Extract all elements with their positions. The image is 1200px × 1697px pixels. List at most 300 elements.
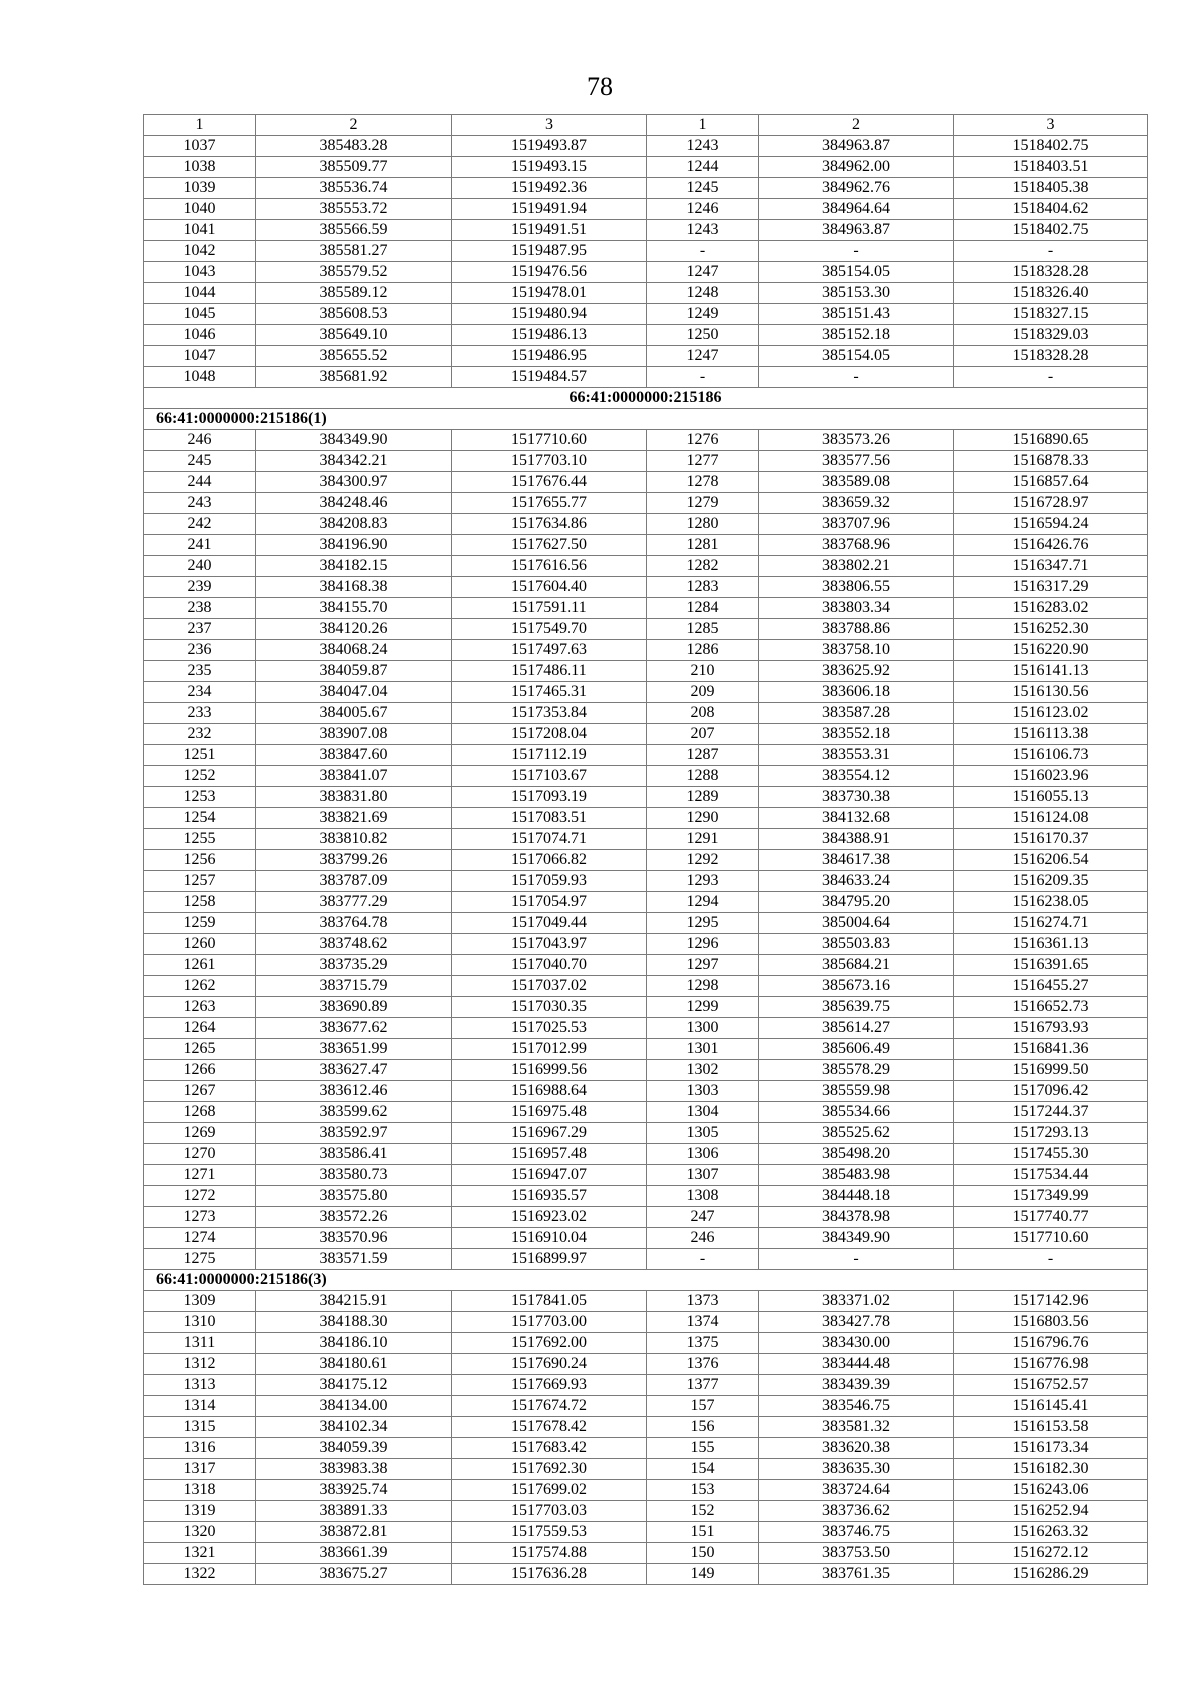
table-row <box>144 535 1148 556</box>
table-cell: 1043 <box>144 262 256 283</box>
section-title-row <box>144 409 1148 430</box>
table-cell: 1517692.00 <box>452 1333 647 1354</box>
table-cell: 1375 <box>647 1333 759 1354</box>
table-cell: 1301 <box>647 1039 759 1060</box>
table-cell: 1516999.56 <box>452 1060 647 1081</box>
table-cell: 1247 <box>647 346 759 367</box>
table-cell: 1516145.41 <box>954 1396 1148 1417</box>
table-cell: 1046 <box>144 325 256 346</box>
table-cell: 1298 <box>647 976 759 997</box>
table-cell: 385639.75 <box>759 997 954 1018</box>
table-cell: 383806.55 <box>759 577 954 598</box>
table-cell: 1517293.13 <box>954 1123 1148 1144</box>
table-cell: 383777.29 <box>256 892 452 913</box>
table-cell: 383587.28 <box>759 703 954 724</box>
table-cell: 1516317.29 <box>954 577 1148 598</box>
table-cell: 383891.33 <box>256 1501 452 1522</box>
table-cell: 1517497.63 <box>452 640 647 661</box>
table-cell: 1293 <box>647 871 759 892</box>
table-row <box>144 1249 1148 1270</box>
table-cell: 383730.38 <box>759 787 954 808</box>
table-cell: 149 <box>647 1564 759 1585</box>
table-cell: 1516841.36 <box>954 1039 1148 1060</box>
table-cell: 1251 <box>144 745 256 766</box>
table-cell: 1250 <box>647 325 759 346</box>
table-cell: 1519486.95 <box>452 346 647 367</box>
table-row <box>144 661 1148 682</box>
table-cell: 385655.52 <box>256 346 452 367</box>
table-cell: 1517841.05 <box>452 1291 647 1312</box>
table-row <box>144 850 1148 871</box>
table-cell: 1243 <box>647 136 759 157</box>
table-cell: 1517349.99 <box>954 1186 1148 1207</box>
table-cell: 1516988.64 <box>452 1081 647 1102</box>
table-row <box>144 283 1148 304</box>
table-cell: 383439.39 <box>759 1375 954 1396</box>
table-cell: 1263 <box>144 997 256 1018</box>
table-row <box>144 1375 1148 1396</box>
table-cell: 1318 <box>144 1480 256 1501</box>
table-cell: 384182.15 <box>256 556 452 577</box>
table-cell: 383872.81 <box>256 1522 452 1543</box>
table-cell: 1037 <box>144 136 256 157</box>
table-cell: - <box>954 1249 1148 1270</box>
table-row <box>144 577 1148 598</box>
table-cell: 385509.77 <box>256 157 452 178</box>
table-row <box>144 1144 1148 1165</box>
table-cell: 1516899.97 <box>452 1249 647 1270</box>
table-row <box>144 745 1148 766</box>
table-cell: 385553.72 <box>256 199 452 220</box>
table-row <box>144 619 1148 640</box>
table-cell: 1308 <box>647 1186 759 1207</box>
table-cell: 383444.48 <box>759 1354 954 1375</box>
table-cell: 1517012.99 <box>452 1039 647 1060</box>
table-cell: 1317 <box>144 1459 256 1480</box>
table-row <box>144 430 1148 451</box>
table-row <box>144 1417 1148 1438</box>
table-row <box>144 640 1148 661</box>
table-cell: 384349.90 <box>759 1228 954 1249</box>
table-cell: 1516272.12 <box>954 1543 1148 1564</box>
table-cell: 1516141.13 <box>954 661 1148 682</box>
table-cell: 1274 <box>144 1228 256 1249</box>
table-cell: 1255 <box>144 829 256 850</box>
table-cell: 383572.26 <box>256 1207 452 1228</box>
table-cell: 383627.47 <box>256 1060 452 1081</box>
table-cell: 233 <box>144 703 256 724</box>
table-cell: 1292 <box>647 850 759 871</box>
table-cell: 384962.76 <box>759 178 954 199</box>
table-cell: 1516361.13 <box>954 934 1148 955</box>
table-row <box>144 682 1148 703</box>
table-cell: 240 <box>144 556 256 577</box>
table-cell: 209 <box>647 682 759 703</box>
table-cell: 1517710.60 <box>954 1228 1148 1249</box>
table-row <box>144 367 1148 388</box>
table-cell: 385525.62 <box>759 1123 954 1144</box>
table-row <box>144 1228 1148 1249</box>
table-cell: 1314 <box>144 1396 256 1417</box>
table-cell: 156 <box>647 1417 759 1438</box>
table-cell: 1517636.28 <box>452 1564 647 1585</box>
table-cell: - <box>647 241 759 262</box>
table-row <box>144 472 1148 493</box>
table-cell: 1517703.03 <box>452 1501 647 1522</box>
table-cell: 247 <box>647 1207 759 1228</box>
table-cell: 238 <box>144 598 256 619</box>
table-cell: 383831.80 <box>256 787 452 808</box>
table-cell: 384059.39 <box>256 1438 452 1459</box>
coordinates-table <box>143 114 1148 1585</box>
table-cell: 384005.67 <box>256 703 452 724</box>
table-cell: 383553.31 <box>759 745 954 766</box>
table-cell: 210 <box>647 661 759 682</box>
table-cell: 384795.20 <box>759 892 954 913</box>
table-row <box>144 1165 1148 1186</box>
table-cell: 1271 <box>144 1165 256 1186</box>
table-cell: 1041 <box>144 220 256 241</box>
table-row <box>144 325 1148 346</box>
table-cell: 1516347.71 <box>954 556 1148 577</box>
header-cell: 3 <box>452 115 647 136</box>
table-row <box>144 598 1148 619</box>
table-cell: 232 <box>144 724 256 745</box>
table-header-row <box>144 115 1148 136</box>
table-cell: 383761.35 <box>759 1564 954 1585</box>
table-cell: 384215.91 <box>256 1291 452 1312</box>
table-cell: 383735.29 <box>256 955 452 976</box>
table-cell: 1517244.37 <box>954 1102 1148 1123</box>
table-cell: 383573.26 <box>759 430 954 451</box>
table-cell: 1519493.87 <box>452 136 647 157</box>
table-row <box>144 934 1148 955</box>
table-cell: 385589.12 <box>256 283 452 304</box>
table-cell: 1517142.96 <box>954 1291 1148 1312</box>
table-cell: 1517054.97 <box>452 892 647 913</box>
table-cell: 1516426.76 <box>954 535 1148 556</box>
table-cell: 234 <box>144 682 256 703</box>
table-cell: 1264 <box>144 1018 256 1039</box>
table-cell: 1038 <box>144 157 256 178</box>
table-cell: 384196.90 <box>256 535 452 556</box>
table-cell: 383427.78 <box>759 1312 954 1333</box>
table-cell: 1266 <box>144 1060 256 1081</box>
table-cell: 1518402.75 <box>954 220 1148 241</box>
table-cell: 1516967.29 <box>452 1123 647 1144</box>
table-cell: 1300 <box>647 1018 759 1039</box>
table-cell: 1516124.08 <box>954 808 1148 829</box>
table-cell: 1518403.51 <box>954 157 1148 178</box>
header-cell: 2 <box>759 115 954 136</box>
table-cell: 383651.99 <box>256 1039 452 1060</box>
table-cell: 244 <box>144 472 256 493</box>
table-cell: 1267 <box>144 1081 256 1102</box>
table-cell: 1516123.02 <box>954 703 1148 724</box>
table-cell: 385153.30 <box>759 283 954 304</box>
table-row <box>144 1480 1148 1501</box>
table-row <box>144 787 1148 808</box>
table-cell: 1377 <box>647 1375 759 1396</box>
table-cell: 1048 <box>144 367 256 388</box>
table-cell: - <box>759 241 954 262</box>
table-cell: 1284 <box>647 598 759 619</box>
table-cell: 1517455.30 <box>954 1144 1148 1165</box>
table-cell: 239 <box>144 577 256 598</box>
table-cell: 1518402.75 <box>954 136 1148 157</box>
table-row <box>144 892 1148 913</box>
table-cell: 1040 <box>144 199 256 220</box>
table-cell: 1516170.37 <box>954 829 1148 850</box>
table-cell: 1516263.32 <box>954 1522 1148 1543</box>
table-cell: 1517534.44 <box>954 1165 1148 1186</box>
table-row <box>144 703 1148 724</box>
table-row <box>144 976 1148 997</box>
table-cell: 1516935.57 <box>452 1186 647 1207</box>
table-row <box>144 724 1148 745</box>
table-cell: 1286 <box>647 640 759 661</box>
table-cell: 1517549.70 <box>452 619 647 640</box>
table-cell: 385498.20 <box>759 1144 954 1165</box>
table-cell: 1376 <box>647 1354 759 1375</box>
table-cell: 1517655.77 <box>452 493 647 514</box>
table-cell: 383803.34 <box>759 598 954 619</box>
table-row <box>144 220 1148 241</box>
table-cell: 384175.12 <box>256 1375 452 1396</box>
table-cell: 246 <box>144 430 256 451</box>
table-row <box>144 808 1148 829</box>
table-cell: 384342.21 <box>256 451 452 472</box>
table-cell: 383768.96 <box>759 535 954 556</box>
table-cell: 1516173.34 <box>954 1438 1148 1459</box>
table-cell: 383821.69 <box>256 808 452 829</box>
table-cell: 385151.43 <box>759 304 954 325</box>
table-row <box>144 1039 1148 1060</box>
table-cell: 1517030.35 <box>452 997 647 1018</box>
table-cell: 1516796.76 <box>954 1333 1148 1354</box>
table-cell: 383625.92 <box>759 661 954 682</box>
table-cell: 1259 <box>144 913 256 934</box>
table-cell: 383736.62 <box>759 1501 954 1522</box>
table-cell: 1516106.73 <box>954 745 1148 766</box>
table-cell: 385608.53 <box>256 304 452 325</box>
table-cell: 385578.29 <box>759 1060 954 1081</box>
table-cell: 1516283.02 <box>954 598 1148 619</box>
table-cell: 385606.49 <box>759 1039 954 1060</box>
table-row <box>144 1186 1148 1207</box>
table-cell: 1516923.02 <box>452 1207 647 1228</box>
table-cell: 1309 <box>144 1291 256 1312</box>
header-cell: 2 <box>256 115 452 136</box>
table-cell: 1283 <box>647 577 759 598</box>
table-cell: 384134.00 <box>256 1396 452 1417</box>
table-cell: 1273 <box>144 1207 256 1228</box>
table-cell: 1289 <box>647 787 759 808</box>
table-cell: 1278 <box>647 472 759 493</box>
table-cell: 384059.87 <box>256 661 452 682</box>
table-row <box>144 1333 1148 1354</box>
table-cell: 383841.07 <box>256 766 452 787</box>
table-cell: 1519480.94 <box>452 304 647 325</box>
table-cell: 1516113.38 <box>954 724 1148 745</box>
table-cell: 384102.34 <box>256 1417 452 1438</box>
table-cell: 1517683.42 <box>452 1438 647 1459</box>
table-cell: 1517690.24 <box>452 1354 647 1375</box>
table-cell: 1044 <box>144 283 256 304</box>
table-cell: 385673.16 <box>759 976 954 997</box>
table-cell: 1288 <box>647 766 759 787</box>
table-cell: 383430.00 <box>759 1333 954 1354</box>
table-cell: 383575.80 <box>256 1186 452 1207</box>
table-cell: 1517040.70 <box>452 955 647 976</box>
table-cell: 383799.26 <box>256 850 452 871</box>
table-cell: 1516238.05 <box>954 892 1148 913</box>
table-cell: 383592.97 <box>256 1123 452 1144</box>
table-cell: 1517103.67 <box>452 766 647 787</box>
table-row <box>144 241 1148 262</box>
table-cell: 1282 <box>647 556 759 577</box>
table-cell: 383847.60 <box>256 745 452 766</box>
table-cell: 1517591.11 <box>452 598 647 619</box>
table-cell: 1518328.28 <box>954 346 1148 367</box>
table-row <box>144 304 1148 325</box>
table-cell: 1518405.38 <box>954 178 1148 199</box>
table-cell: 1517676.44 <box>452 472 647 493</box>
table-cell: 1516975.48 <box>452 1102 647 1123</box>
table-cell: 383788.86 <box>759 619 954 640</box>
table-cell: 385154.05 <box>759 262 954 283</box>
table-row <box>144 1459 1148 1480</box>
table-row <box>144 1081 1148 1102</box>
table-cell: 1285 <box>647 619 759 640</box>
section-title-row <box>144 1270 1148 1291</box>
table-cell: 1311 <box>144 1333 256 1354</box>
table-cell: 1517634.86 <box>452 514 647 535</box>
table-cell: 383764.78 <box>256 913 452 934</box>
table-cell: 237 <box>144 619 256 640</box>
table-cell: 1517486.11 <box>452 661 647 682</box>
table-cell: 1373 <box>647 1291 759 1312</box>
table-cell: 1516890.65 <box>954 430 1148 451</box>
table-cell: 1517574.88 <box>452 1543 647 1564</box>
table-cell: 1516652.73 <box>954 997 1148 1018</box>
table-cell: 384349.90 <box>256 430 452 451</box>
table-cell: 1516286.29 <box>954 1564 1148 1585</box>
table-cell: 385579.52 <box>256 262 452 283</box>
table-cell: 1516793.93 <box>954 1018 1148 1039</box>
table-cell: 384047.04 <box>256 682 452 703</box>
table-cell: 243 <box>144 493 256 514</box>
table-cell: 385649.10 <box>256 325 452 346</box>
table-cell: 1518328.28 <box>954 262 1148 283</box>
table-row <box>144 1354 1148 1375</box>
table-cell: 1269 <box>144 1123 256 1144</box>
table-cell: 1306 <box>647 1144 759 1165</box>
table-cell: 1047 <box>144 346 256 367</box>
table-cell: 383753.50 <box>759 1543 954 1564</box>
table-cell: 383581.32 <box>759 1417 954 1438</box>
table-cell: 1246 <box>647 199 759 220</box>
table-cell: 242 <box>144 514 256 535</box>
table-row <box>144 1522 1148 1543</box>
table-cell: 384964.64 <box>759 199 954 220</box>
table-cell: 1516182.30 <box>954 1459 1148 1480</box>
table-cell: 384132.68 <box>759 808 954 829</box>
table-cell: 384388.91 <box>759 829 954 850</box>
table-cell: 383758.10 <box>759 640 954 661</box>
table-cell: 246 <box>647 1228 759 1249</box>
table-row <box>144 1501 1148 1522</box>
table-cell: 1316 <box>144 1438 256 1459</box>
table-cell: 383746.75 <box>759 1522 954 1543</box>
table-cell: 1320 <box>144 1522 256 1543</box>
table-cell: 1517465.31 <box>452 682 647 703</box>
table-cell: 384962.00 <box>759 157 954 178</box>
table-cell: 1517074.71 <box>452 829 647 850</box>
table-cell: 1303 <box>647 1081 759 1102</box>
table-cell: 385154.05 <box>759 346 954 367</box>
table-cell: 1516999.50 <box>954 1060 1148 1081</box>
table-cell: 1517604.40 <box>452 577 647 598</box>
table-cell: 384448.18 <box>759 1186 954 1207</box>
table-cell: 383577.56 <box>759 451 954 472</box>
table-cell: 1262 <box>144 976 256 997</box>
table-cell: 383552.18 <box>759 724 954 745</box>
table-cell: 1519491.94 <box>452 199 647 220</box>
table-row <box>144 1396 1148 1417</box>
table-cell: 1517093.19 <box>452 787 647 808</box>
table-cell: 1290 <box>647 808 759 829</box>
table-cell: 383925.74 <box>256 1480 452 1501</box>
table-cell: 1516910.04 <box>452 1228 647 1249</box>
table-cell: 1042 <box>144 241 256 262</box>
table-cell: 1516776.98 <box>954 1354 1148 1375</box>
table-cell: 1517083.51 <box>452 808 647 829</box>
table-cell: 384186.10 <box>256 1333 452 1354</box>
table-cell: 384155.70 <box>256 598 452 619</box>
table-row <box>144 1291 1148 1312</box>
table-cell: 235 <box>144 661 256 682</box>
table-row <box>144 1102 1148 1123</box>
table-cell: 1249 <box>647 304 759 325</box>
table-row <box>144 1018 1148 1039</box>
table-cell: 1517616.56 <box>452 556 647 577</box>
table-cell: - <box>759 1249 954 1270</box>
table-cell: 1310 <box>144 1312 256 1333</box>
table-cell: 385681.92 <box>256 367 452 388</box>
table-row <box>144 913 1148 934</box>
table-cell: 1281 <box>647 535 759 556</box>
table-cell: 152 <box>647 1501 759 1522</box>
table-cell: 1519478.01 <box>452 283 647 304</box>
table-cell: 383580.73 <box>256 1165 452 1186</box>
table-row <box>144 1060 1148 1081</box>
table-cell: 384378.98 <box>759 1207 954 1228</box>
table-cell: 1039 <box>144 178 256 199</box>
table-cell: 1295 <box>647 913 759 934</box>
table-cell: 1519486.13 <box>452 325 647 346</box>
table-cell: 1321 <box>144 1543 256 1564</box>
table-cell: 1517710.60 <box>452 430 647 451</box>
table-cell: 1277 <box>647 451 759 472</box>
table-cell: 1268 <box>144 1102 256 1123</box>
table-cell: 1516878.33 <box>954 451 1148 472</box>
table-cell: 1516252.30 <box>954 619 1148 640</box>
section-title-row <box>144 388 1148 409</box>
table-cell: 1516130.56 <box>954 682 1148 703</box>
table-cell: 1517669.93 <box>452 1375 647 1396</box>
table-cell: 154 <box>647 1459 759 1480</box>
